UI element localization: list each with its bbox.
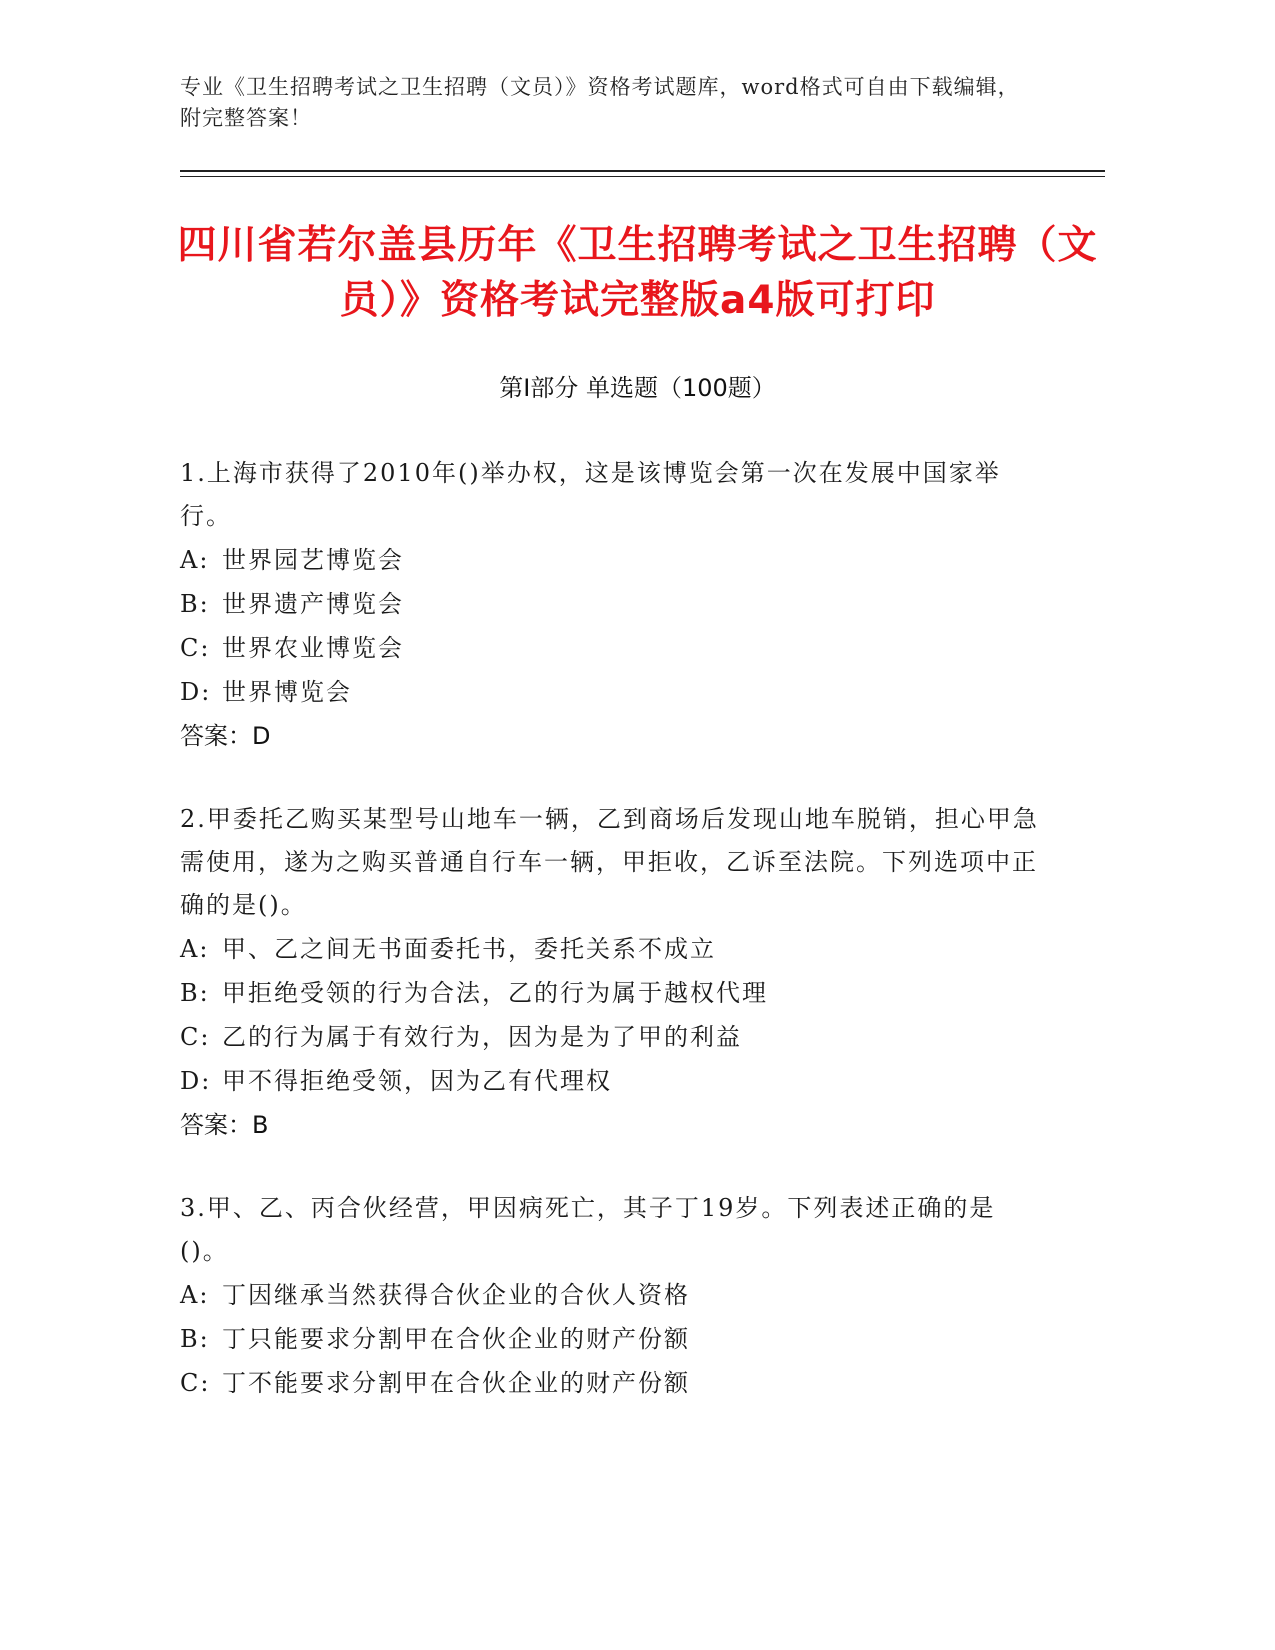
- header-divider-thick: [180, 170, 1105, 172]
- option-b: [180, 1317, 1040, 1361]
- option-key: B:: [180, 979, 210, 1007]
- question-stem: 3.甲、乙、丙合伙经营，甲因病死亡，其子丁19岁。下列表述正确的是()。: [180, 1194, 996, 1265]
- question-stem: 2.甲委托乙购买某型号山地车一辆，乙到商场后发现山地车脱销，担心甲急需使用，遂为之购买普通自行车一辆，甲拒收，乙诉至法院。下列选项中正确的是()。: [180, 805, 1039, 919]
- document-title: 四川省若尔盖县历年《卫生招聘考试之卫生招聘（文员）》资格考试完整版a4版可打印: [177, 223, 1098, 323]
- option-d: [180, 1059, 1040, 1103]
- answer-line: 答案：B: [180, 1111, 269, 1139]
- header-note: 专业《卫生招聘考试之卫生招聘（文员）》资格考试题库，word格式可自由下载编辑，附完整答案！: [180, 75, 1020, 130]
- option-b: [180, 582, 1040, 626]
- header-divider-thin: [180, 176, 1105, 177]
- option-b: [180, 971, 1040, 1015]
- question-1: [180, 452, 1040, 758]
- option-text: 丁不能要求分割甲在合伙企业的财产份额: [222, 1369, 690, 1397]
- option-c: [180, 626, 1040, 670]
- option-c: [180, 1361, 1040, 1405]
- option-text: 乙的行为属于有效行为，因为是为了甲的利益: [222, 1023, 742, 1051]
- section-heading: 第Ⅰ部分 单选题（100题）: [499, 374, 776, 402]
- option-text: 甲、乙之间无书面委托书，委托关系不成立: [222, 935, 716, 963]
- option-key: C:: [180, 1023, 211, 1051]
- option-key: D:: [180, 678, 212, 706]
- option-c: [180, 1015, 1040, 1059]
- question-2: [180, 798, 1040, 1147]
- option-text: 甲不得拒绝受领，因为乙有代理权: [222, 1067, 612, 1095]
- option-key: A:: [180, 935, 210, 963]
- option-key: B:: [180, 590, 210, 618]
- option-a: [180, 1273, 1040, 1317]
- option-text: 丁只能要求分割甲在合伙企业的财产份额: [222, 1325, 690, 1353]
- option-text: 丁因继承当然获得合伙企业的合伙人资格: [222, 1281, 690, 1309]
- option-text: 世界遗产博览会: [222, 590, 404, 618]
- option-text: 世界农业博览会: [222, 634, 404, 662]
- option-key: B:: [180, 1325, 210, 1353]
- question-stem: 1.上海市获得了2010年()举办权，这是该博览会第一次在发展中国家举行。: [180, 459, 1001, 530]
- option-key: A:: [180, 546, 210, 574]
- question-list: [180, 452, 1040, 1445]
- option-a: [180, 538, 1040, 582]
- option-a: [180, 927, 1040, 971]
- option-key: D:: [180, 1067, 212, 1095]
- option-key: A:: [180, 1281, 210, 1309]
- option-key: C:: [180, 1369, 211, 1397]
- option-key: C:: [180, 634, 211, 662]
- answer-line: 答案：D: [180, 722, 271, 750]
- option-text: 世界博览会: [222, 678, 352, 706]
- option-text: 甲拒绝受领的行为合法，乙的行为属于越权代理: [222, 979, 768, 1007]
- option-d: [180, 670, 1040, 714]
- question-3: [180, 1187, 1040, 1405]
- option-text: 世界园艺博览会: [222, 546, 404, 574]
